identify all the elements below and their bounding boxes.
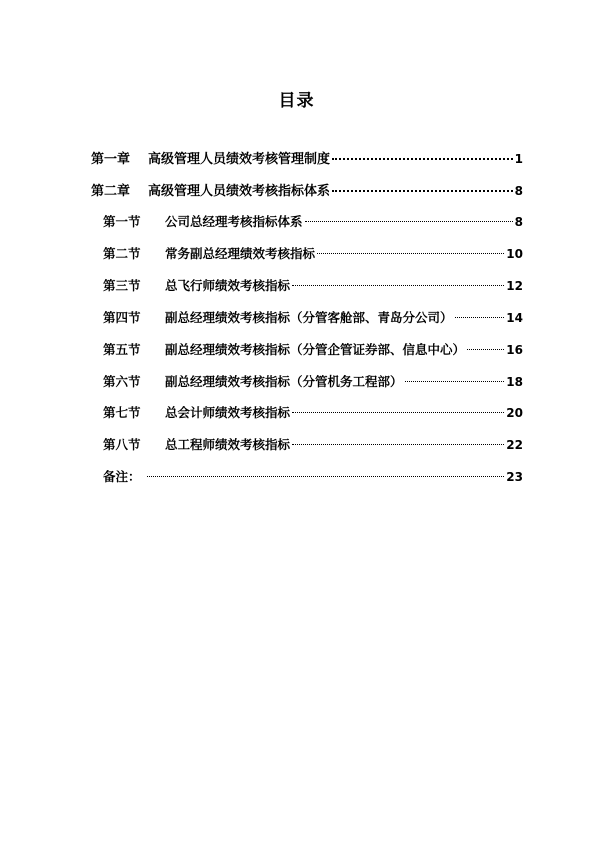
toc-entry-label: 备注： [103,469,141,484]
toc-page-number: 18 [506,375,523,389]
toc-entry-title: 副总经理绩效考核指标（分管企管证券部、信息中心） [165,342,466,357]
toc-entry-label: 第二节 [103,246,141,261]
toc-entry-label: 第四节 [103,310,141,325]
toc-dot-leader [292,412,504,413]
toc-page-number: 14 [506,311,523,325]
toc-entry-title: 总会计师绩效考核指标 [165,405,291,420]
toc-page-number: 8 [514,184,523,198]
toc-entry-section-4[interactable] [103,308,523,326]
toc-entry-title: 高级管理人员绩效考核管理制度 [148,152,331,167]
toc-entry-section-2[interactable] [103,244,523,262]
toc-entry-title: 副总经理绩效考核指标（分管机务工程部） [165,374,403,389]
toc-entry-section-7[interactable] [103,403,523,421]
toc-dot-leader [317,253,504,254]
toc-entry-title: 总工程师绩效考核指标 [165,437,291,452]
toc-dot-leader [305,221,513,222]
toc-page-number: 10 [506,247,523,261]
toc-dot-leader [147,476,504,477]
toc-page-number: 22 [506,438,523,452]
toc-entry-label: 第六节 [103,374,141,389]
toc-entry-label: 第七节 [103,405,141,420]
toc-entry-title: 公司总经理考核指标体系 [165,214,303,229]
toc-page-number: 1 [514,152,523,166]
toc-entry-chapter-2[interactable] [91,180,523,199]
toc-entry-section-1[interactable] [103,212,523,230]
page-title: 目录 [278,91,315,111]
toc-entry-title: 高级管理人员绩效考核指标体系 [148,184,331,199]
toc-dot-leader [467,349,504,350]
toc-entry-label: 第八节 [103,437,141,452]
toc-dot-leader [405,381,505,382]
toc-dot-leader [332,158,513,160]
toc-dot-leader [332,190,513,192]
toc-page-number: 23 [506,470,523,484]
toc-page-number: 12 [506,279,523,293]
toc-entry-title: 总飞行师绩效考核指标 [165,278,291,293]
toc-entry-title: 副总经理绩效考核指标（分管客舱部、青岛分公司） [165,310,453,325]
toc-entry-remarks[interactable] [103,467,523,485]
toc-dot-leader [455,317,505,318]
toc-page-number: 20 [506,406,523,420]
toc-entry-title: 常务副总经理绩效考核指标 [165,246,316,261]
toc-entry-section-5[interactable] [103,340,523,358]
toc-dot-leader [292,444,504,445]
toc-page-number: 16 [506,343,523,357]
toc-dot-leader [292,285,504,286]
toc-entry-label: 第五节 [103,342,141,357]
toc-entry-label: 第三节 [103,278,141,293]
toc-entry-chapter-1[interactable] [91,148,523,167]
toc-entry-label: 第二章 [91,184,131,199]
toc-entry-label: 第一章 [91,152,131,167]
toc-entry-section-6[interactable] [103,372,523,390]
toc-entry-section-3[interactable] [103,276,523,294]
toc-entry-label: 第一节 [103,214,141,229]
toc-page-number: 8 [514,215,523,229]
toc-entry-section-8[interactable] [103,435,523,453]
